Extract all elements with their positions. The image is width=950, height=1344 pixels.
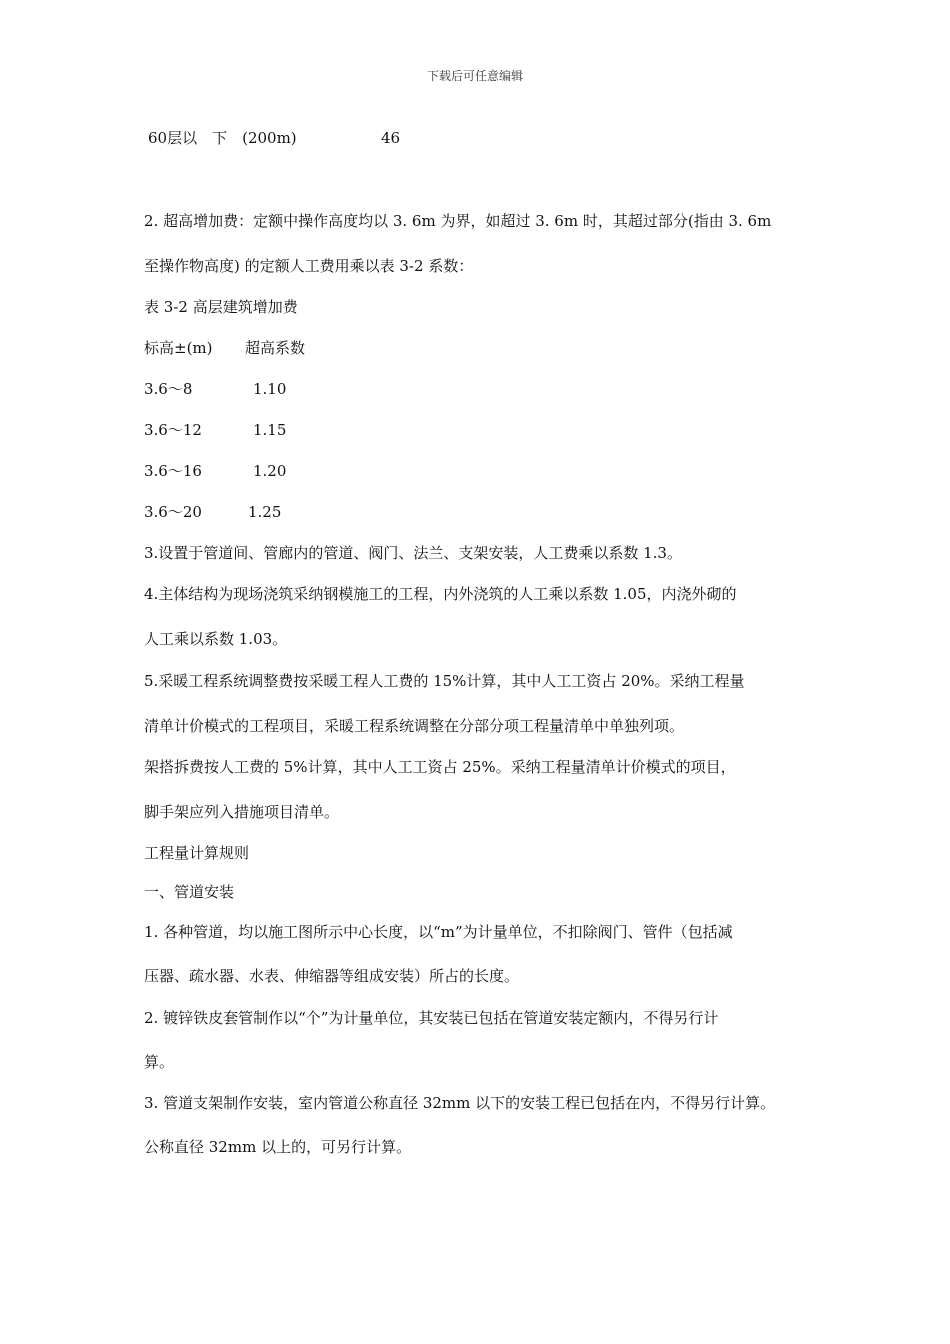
table-row-range: 3.6～12 — [144, 421, 202, 439]
table-row-coef: 1.10 — [253, 380, 287, 398]
paragraph-3: 3.设置于管道间、管廊内的管道、阀门、法兰、支架安装，人工费乘以系数 1.3。 — [144, 544, 682, 562]
top-row-value: 46 — [381, 129, 401, 147]
table-row-range: 3.6～20 — [144, 503, 202, 521]
paragraph-4-line2: 人工乘以系数 1.03。 — [144, 630, 288, 648]
paragraph-6-line2: 脚手架应列入措施项目清单。 — [144, 803, 340, 821]
table-row-coef: 1.20 — [253, 462, 287, 480]
paragraph-5-line2: 清单计价模式的工程项目，采暖工程系统调整在分部分项工程量清单中单独列项。 — [144, 717, 685, 735]
rule-1-line2: 压器、疏水器、水表、伸缩器等组成安装）所占的长度。 — [144, 967, 520, 985]
page-header-note: 下载后可任意编辑 — [426, 69, 523, 83]
paragraph-6-line1: 架搭拆费按人工费的 5%计算，其中人工工资占 25%。采纳工程量清单计价模式的项目， — [144, 758, 736, 776]
table-title: 表 3-2 高层建筑增加费 — [144, 298, 298, 316]
section-title: 工程量计算规则 — [144, 844, 250, 862]
table-row-coef: 1.15 — [253, 421, 287, 439]
table-row-range: 3.6～8 — [144, 380, 193, 398]
table-header-coef: 超高系数 — [245, 339, 306, 357]
rule-2-line2: 算。 — [144, 1053, 175, 1071]
item2-line2: 至操作物高度) 的定额人工费用乘以表 3-2 系数： — [144, 257, 474, 275]
section-subtitle: 一、管道安装 — [144, 883, 235, 901]
paragraph-5-line1: 5.采暖工程系统调整费按采暖工程人工费的 15%计算，其中人工工资占 20%。采纳工程量 — [144, 672, 745, 690]
rule-1-line1: 1. 各种管道，均以施工图所示中心长度，以“m”为计量单位，不扣除阀门、管件（包括减 — [144, 923, 733, 941]
rule-2-line1: 2. 镀锌铁皮套管制作以“个”为计量单位，其安装已包括在管道安装定额内，不得另行计 — [144, 1009, 719, 1027]
rule-3-line1: 3. 管道支架制作安装，室内管道公称直径 32mm 以下的安装工程已包括在内，不得另行计算。 — [144, 1094, 776, 1112]
top-row-label: 60层以 下 (200m) — [148, 129, 297, 147]
rule-3-line2: 公称直径 32mm 以上的，可另行计算。 — [144, 1138, 412, 1156]
table-row-range: 3.6～16 — [144, 462, 202, 480]
table-header-range: 标高±(m) — [144, 339, 213, 357]
table-row-coef: 1.25 — [248, 503, 282, 521]
paragraph-4-line1: 4.主体结构为现场浇筑采纳钢模施工的工程，内外浇筑的人工乘以系数 1.05，内浇外砌的 — [144, 585, 737, 603]
item2-line1: 2. 超高增加费：定额中操作高度均以 3. 6m 为界，如超过 3. 6m 时，其超过部分(指由 3. 6m — [144, 212, 772, 230]
